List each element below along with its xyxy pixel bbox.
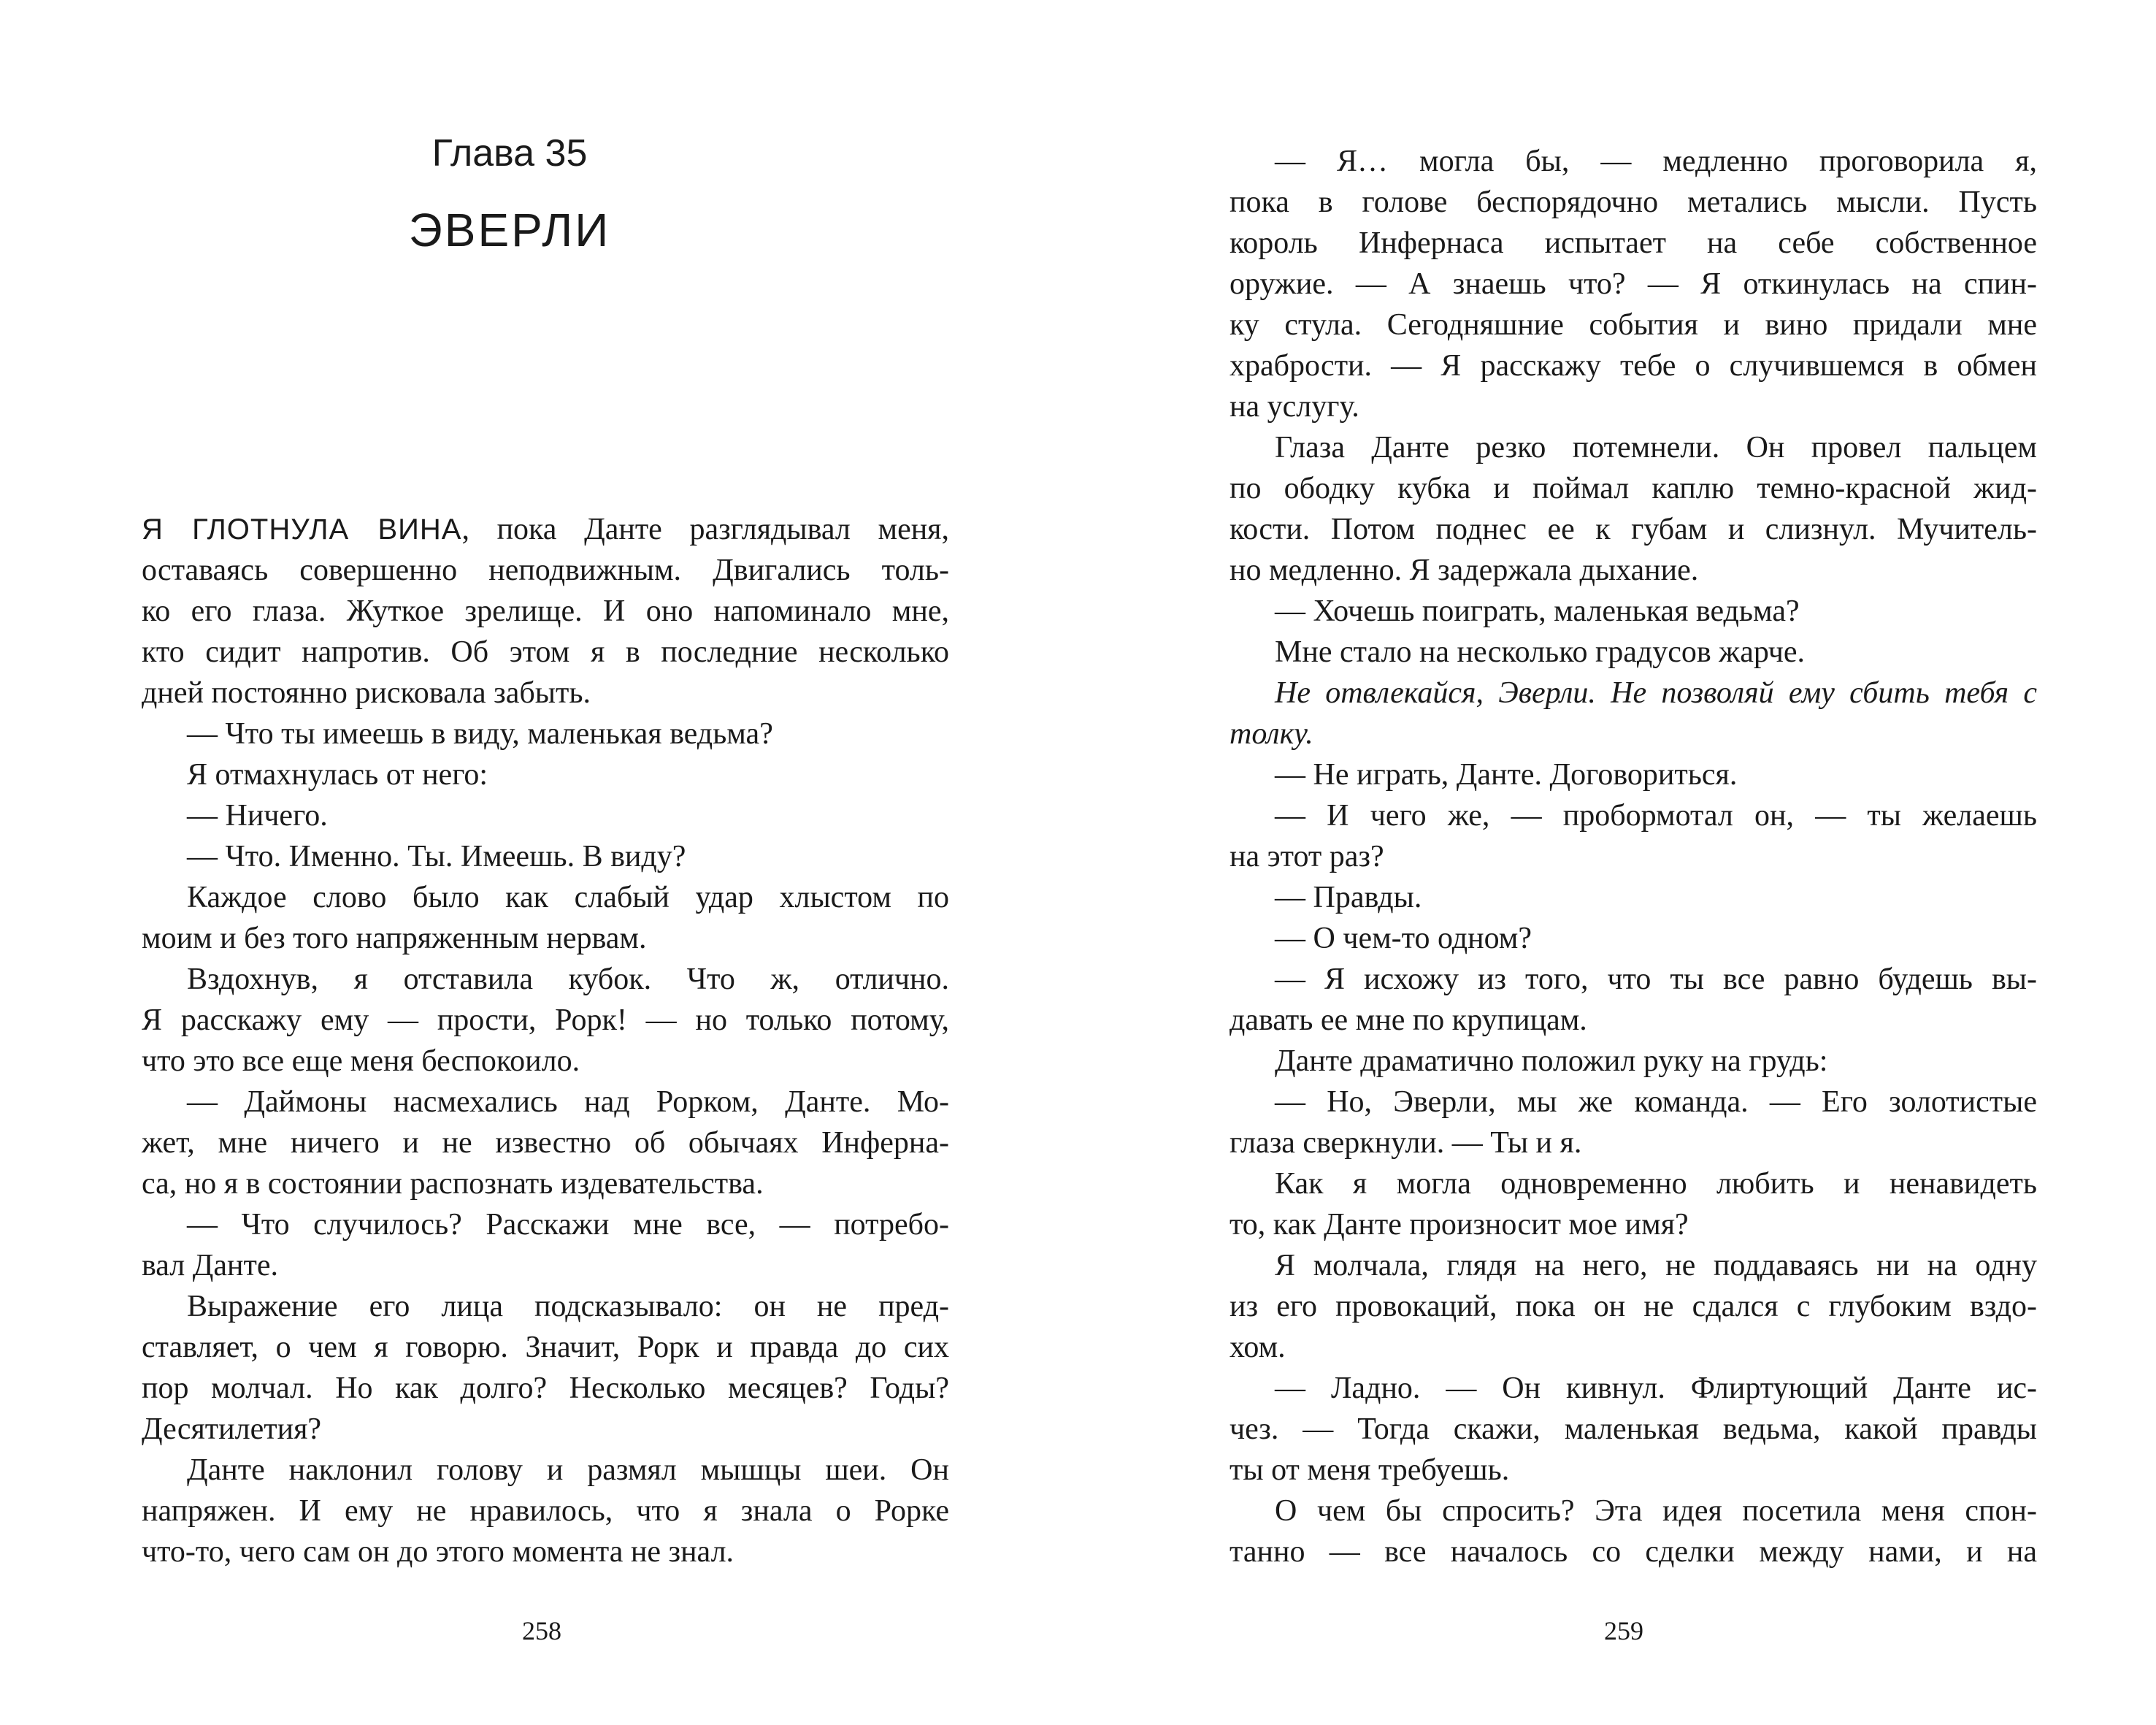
text-line: — О чем-то одном? — [1275, 922, 1532, 955]
text-line: Я ГЛОТНУЛА ВИНА, пока Данте разглядывал меня, — [142, 513, 950, 546]
text-line: — Ничего. — [187, 799, 328, 833]
text-line: ку стула. Сегодняшние события и вино придали мне — [1229, 308, 2037, 342]
text-line: Данте драматично положил руку на грудь: — [1275, 1044, 1828, 1078]
text-line: король Инфернаса испытает на себе собственное — [1229, 226, 2037, 260]
chapter-number: Глава 35 — [431, 132, 588, 175]
text-line: вал Данте. — [142, 1249, 279, 1282]
text-line: на услугу. — [1229, 390, 1359, 424]
text-line: пока в голове беспорядочно метались мысли. Пусть — [1229, 185, 2037, 219]
text-line: то, как Данте произносит мое имя? — [1229, 1208, 1689, 1242]
chapter-title: ЭВЕРЛИ — [408, 204, 611, 256]
text-line: глаза сверкнули. — Ты и я. — [1229, 1126, 1582, 1160]
right-page-text — [1229, 141, 2037, 1572]
text-line: храбрости. — Я расскажу тебе о случившемся в обмен — [1229, 349, 2037, 383]
text-line: — Что случилось? Расскажи мне все, — потребо- — [187, 1208, 949, 1242]
text-line: Я расскажу ему — прости, Рорк! — но только потому, — [142, 1003, 949, 1037]
text-line: Глаза Данте резко потемнели. Он провел пальцем — [1275, 431, 2037, 464]
text-line: давать ее мне по крупицам. — [1229, 1003, 1587, 1037]
text-line: — Я… могла бы, — медленно проговорила я, — [1275, 145, 2037, 178]
text-line: но медленно. Я задержала дыхание. — [1229, 554, 1699, 587]
text-line: Десятилетия? — [142, 1412, 322, 1446]
text-line: Каждое слово было как слабый удар хлыстом по — [187, 881, 949, 914]
text-line: дней постоянно рисковала забыть. — [142, 676, 591, 710]
text-line: на этот раз? — [1229, 840, 1384, 873]
text-line: что-то, чего сам он до этого момента не знал. — [142, 1535, 734, 1569]
text-line: напряжен. И ему не нравилось, что я знала о Рорке — [142, 1494, 949, 1528]
text-line: Я молчала, глядя на него, не поддаваясь ни на одну — [1275, 1249, 2037, 1282]
text-line: ко его глаза. Жуткое зрелище. И оно напоминало мне, — [142, 594, 949, 628]
text-line: — Но, Эверли, мы же команда. — Его золотистые — [1275, 1085, 2037, 1119]
text-line: — Ладно. — Он кивнул. Флиртующий Данте ис- — [1275, 1372, 2037, 1405]
text-line: — Что ты имеешь в виду, маленькая ведьма? — [187, 717, 773, 751]
text-line: кто сидит напротив. Об этом я в последние несколько — [142, 635, 949, 669]
text-line: по ободку кубка и поймал каплю темно-красной жид- — [1229, 472, 2037, 505]
text-line: — Хочешь поиграть, маленькая ведьма? — [1275, 594, 1800, 628]
italic-text-line: толку. — [1229, 717, 1313, 751]
text-line: оставаясь совершенно неподвижным. Двигались толь- — [142, 554, 949, 587]
page-number: 259 — [1604, 1616, 1643, 1645]
text-line: ставляет, о чем я говорю. Значит, Рорк и правда до сих — [142, 1331, 949, 1364]
text-line: что это все еще меня беспокоило. — [142, 1044, 580, 1078]
text-line: — И чего же, — пробормотал он, — ты желаешь — [1275, 799, 2037, 833]
text-line: О чем бы спросить? Эта идея посетила меня спон- — [1275, 1494, 2037, 1528]
page-number: 258 — [522, 1616, 561, 1645]
text-line: Вздохнув, я отставила кубок. Что ж, отлично. — [187, 963, 949, 996]
text-line: моим и без того напряженным нервам. — [142, 922, 647, 955]
text-line: — Даймоны насмехались над Рорком, Данте. Мо- — [187, 1085, 949, 1119]
text-line: са, но я в состоянии распознать издевательства. — [142, 1167, 764, 1201]
left-page-text — [142, 509, 949, 1572]
text-line: ты от меня требуешь. — [1229, 1453, 1510, 1487]
opening-smallcaps: Я ГЛОТНУЛА ВИНА — [142, 513, 462, 546]
text-line: жет, мне ничего и не известно об обычаях Инферна- — [142, 1126, 949, 1160]
text-line: кости. Потом поднес ее к губам и слизнул. Мучитель- — [1229, 513, 2037, 546]
text-line: Выражение его лица подсказывало: он не пред- — [187, 1290, 949, 1323]
text-line: чез. — Тогда скажи, маленькая ведьма, какой правды — [1229, 1412, 2037, 1446]
right-page — [1078, 0, 2156, 1725]
text-line: хом. — [1229, 1331, 1286, 1364]
text-line: из его провокаций, пока он не сдался с глубоким вздо- — [1229, 1290, 2037, 1323]
text-line: пор молчал. Но как долго? Несколько месяцев? Годы? — [142, 1372, 949, 1405]
text-line: танно — все началось со сделки между нами, и на — [1229, 1535, 2037, 1569]
text-line: Данте наклонил голову и размял мышцы шеи. Он — [187, 1453, 949, 1487]
text-line: — Я исхожу из того, что ты все равно будешь вы- — [1275, 963, 2037, 996]
text-line: — Что. Именно. Ты. Имеешь. В виду? — [187, 840, 686, 873]
italic-text-line: Не отвлекайся, Эверли. Не позволяй ему сбить тебя с — [1275, 676, 2037, 710]
text-line: — Правды. — [1275, 881, 1422, 914]
text-line: Я отмахнулась от него: — [187, 758, 488, 792]
text-line: — Не играть, Данте. Договориться. — [1275, 758, 1738, 792]
text-line: оружие. — А знаешь что? — Я откинулась на спин- — [1229, 267, 2037, 301]
text-line: Как я могла одновременно любить и ненавидеть — [1275, 1167, 2037, 1201]
text-line: Мне стало на несколько градусов жарче. — [1275, 635, 1806, 669]
